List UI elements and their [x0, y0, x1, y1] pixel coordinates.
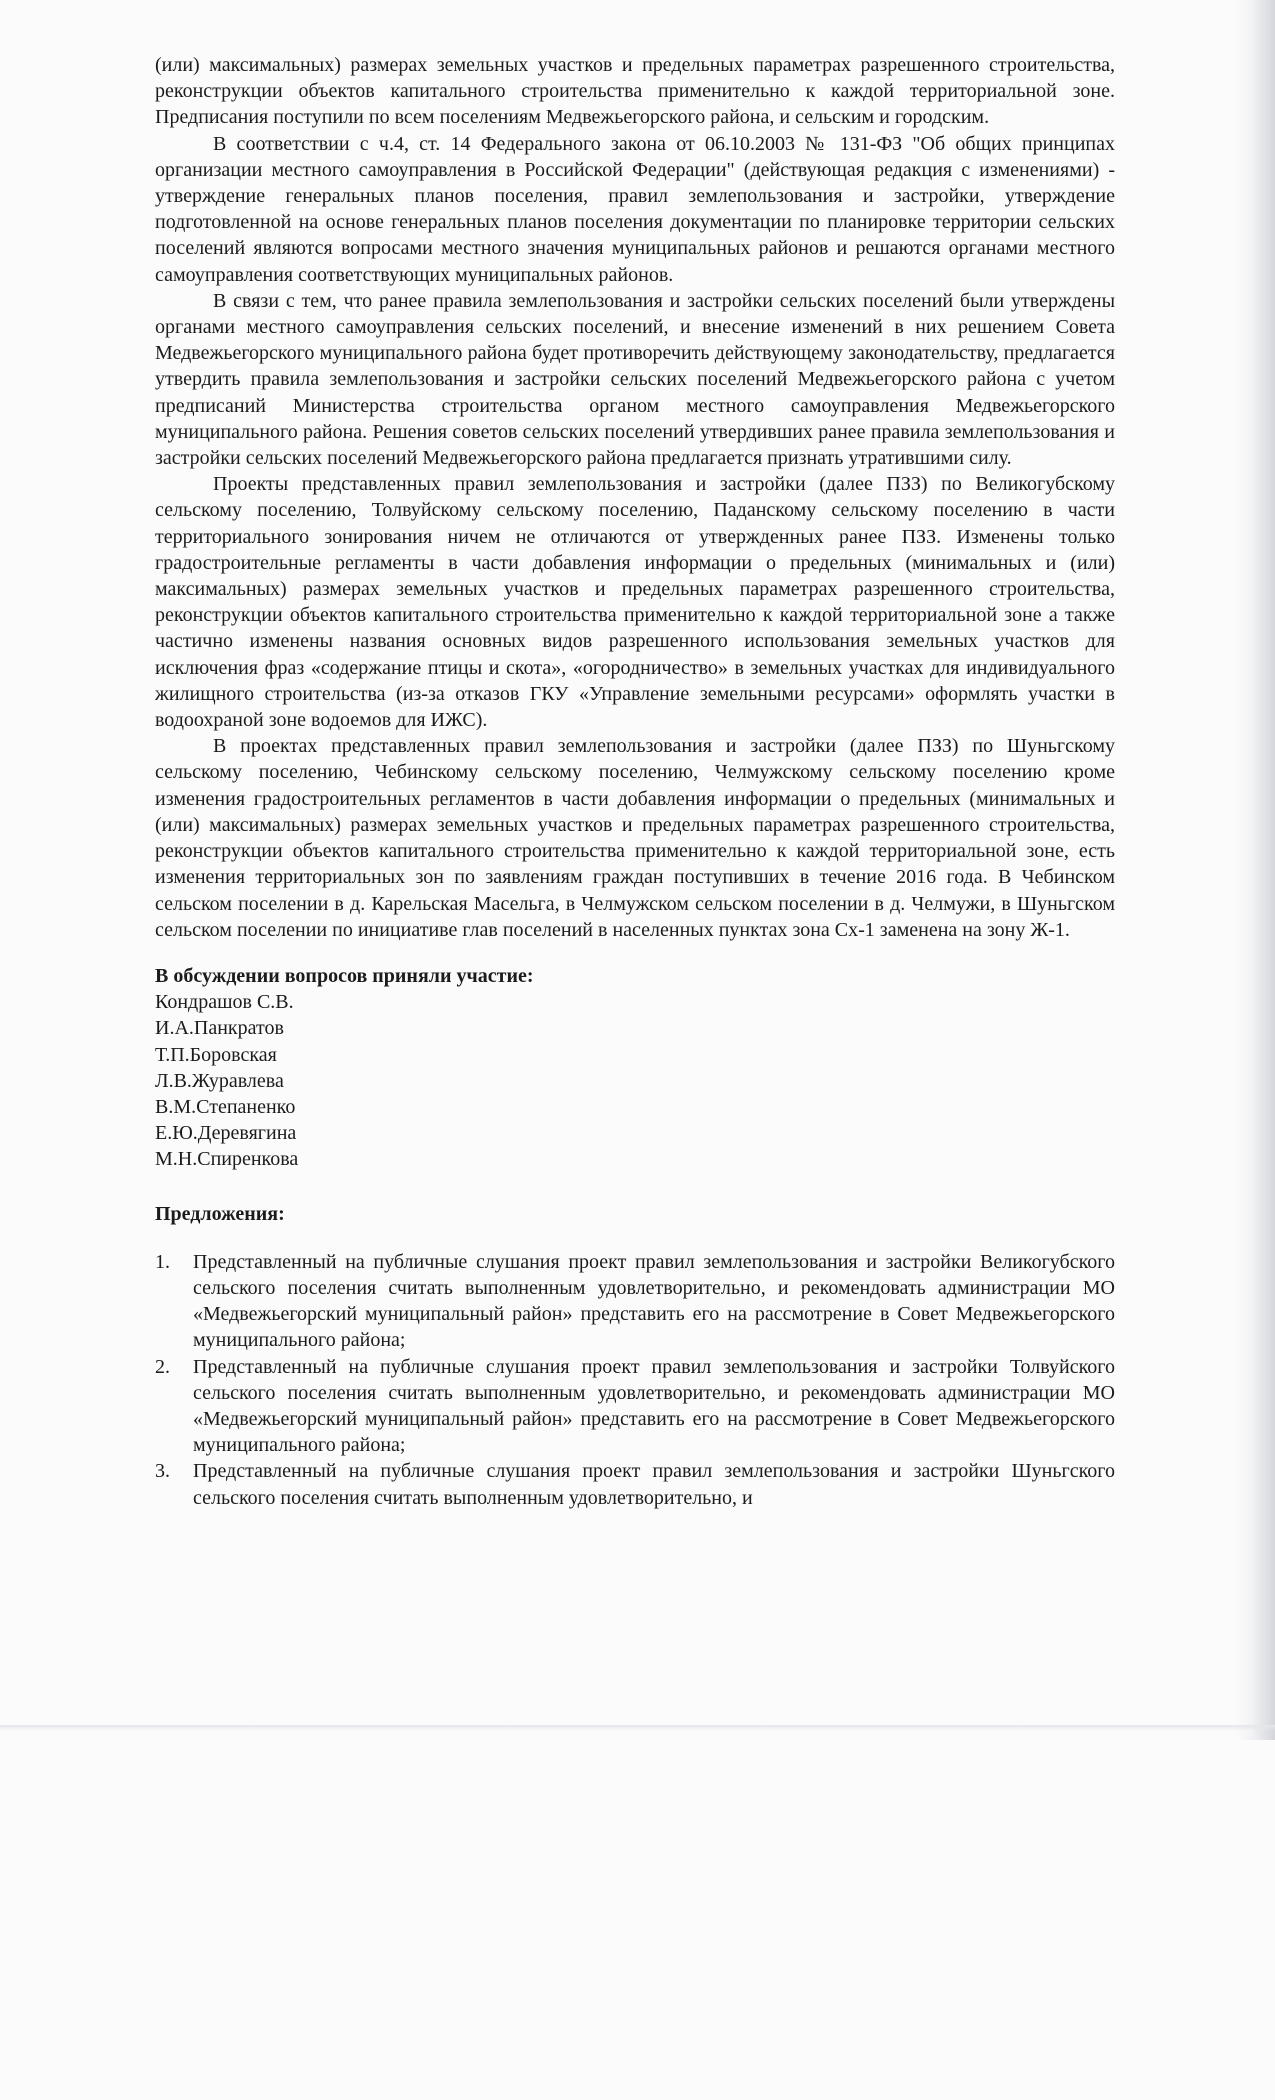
proposal-number: 1. — [155, 1250, 170, 1273]
proposals-list — [155, 1249, 1115, 1511]
proposal-item — [155, 1458, 1115, 1510]
paragraph-rules-approval: В связи с тем, что ранее правила землепользования и застройки сельских поселений были утверждены органами местного самоуправления сельских поселений, и внесение изменений в них решением Совета Медвежьегорского муниципального района будет противоречить действующему законодательству, предлагается утвердить правила землепользования и застройки сельских поселений Медвежьегорского района с учетом предписаний Министерства строительства органом местного самоуправления Медвежьегорского муниципального района. Решения советов сельских поселений утвердивших ранее правила землепользования и застройки сельских поселений Медвежьегорского района предлагается признать утратившими силу. — [155, 289, 1115, 470]
participant-name: Т.П.Боровская — [155, 1043, 277, 1066]
participant-name: Кондрашов С.В. — [155, 991, 294, 1014]
participant-name: Л.В.Журавлева — [155, 1069, 284, 1092]
proposal-item — [155, 1249, 1115, 1354]
paragraph-continuation: (или) максимальных) размерах земельных участков и предельных параметрах разрешенного строительства, реконструкции объектов капитального строительства применительно к каждой территориальной зоне. Предписания поступили по всем поселениям Медвежьегорского района, и сельским и городским. — [155, 54, 1115, 129]
proposal-text: Представленный на публичные слушания проект правил землепользования и застройки Великогубского сельского поселения считать выполненным удовлетворительно, и рекомендовать администрации МО «Медвежьегорский муниципальный район» представить его на рассмотрение в Совет Медвежьегорского муниципального района; — [193, 1250, 1115, 1352]
paragraph-projects-shunga: В проектах представленных правил землепользования и застройки (далее ПЗЗ) по Шуньгскому сельскому поселению, Чебинскому сельскому поселению, Челмужскому сельскому поселению кроме изменения градостроительных регламентов в части добавления информации о предельных (минимальных и (или) максимальных) размерах земельных участков и предельных параметрах разрешенного строительства, реконструкции объектов капитального строительства применительно к каждой территориальной зоне, есть изменения территориальных зон по заявлениям граждан поступивших в течение 2016 года. В Чебинском сельском поселении в д. Карельская Масельга, в Челмужском сельском поселении в д. Челмужи, в Шуньгском сельском поселении по инициативе глав поселений в населенных пунктах зона Сх-1 заменена на зону Ж-1. — [155, 735, 1115, 941]
proposal-item — [155, 1354, 1115, 1459]
paragraph-projects-velikaya-guba: Проекты представленных правил землепользования и застройки (далее ПЗЗ) по Великогубскому сельскому поселению, Толвуйскому сельскому поселению, Паданскому сельскому поселению в части территориального зонирования ничем не отличаются от утвержденных ранее ПЗЗ. Изменены только градостроительные регламенты в части добавления информации о предельных (минимальных и (или) максимальных) размерах земельных участков и предельных параметрах разрешенного строительства, реконструкции объектов капитального строительства применительно к каждой территориальной зоне а также частично изменены названия основных видов разрешенного использования земельных участков для исключения фраз «содержание птицы и скота», «огородничество» в земельных участках для индивидуального жилищного строительства (из-за отказов ГКУ «Управление земельными ресурсами» оформлять участки в водоохраной зоне водоемов для ИЖС). — [155, 473, 1115, 732]
proposals-heading: Предложения: — [155, 1202, 285, 1225]
scan-edge-shadow — [1235, 0, 1275, 1740]
document-body — [155, 52, 1115, 1511]
participants-list — [155, 989, 1115, 1172]
participant-name: М.Н.Спиренкова — [155, 1148, 299, 1171]
proposal-number: 2. — [155, 1355, 170, 1378]
scan-bottom-edge — [0, 1725, 1275, 1731]
proposal-number: 3. — [155, 1460, 170, 1483]
paragraph-federal-law: В соответствии с ч.4, ст. 14 Федерального закона от 06.10.2003 № 131-ФЗ "Об общих принципах организации местного самоуправления в Российской Федерации" (действующая редакция с изменениями) - утверждение генеральных планов поселения, правил землепользования и застройки, утверждение подготовленной на основе генеральных планов поселения документации по планировке территории сельских поселений являются вопросами местного значения муниципальных районов и решаются органами местного самоуправления соответствующих муниципальных районов. — [155, 132, 1115, 286]
participant-name: И.А.Панкратов — [155, 1017, 284, 1040]
participants-heading: В обсуждении вопросов приняли участие: — [155, 964, 534, 987]
proposal-text: Представленный на публичные слушания проект правил землепользования и застройки Толвуйского сельского поселения считать выполненным удовлетворительно, и рекомендовать администрации МО «Медвежьегорский муниципальный район» представить его на рассмотрение в Совет Медвежьегорского муниципального района; — [193, 1355, 1115, 1457]
participant-name: Е.Ю.Деревягина — [155, 1122, 297, 1145]
participant-name: В.М.Степаненко — [155, 1095, 296, 1118]
proposal-text: Представленный на публичные слушания проект правил землепользования и застройки Шуньгского сельского поселения считать выполненным удовлетворительно, и — [193, 1460, 1115, 1509]
